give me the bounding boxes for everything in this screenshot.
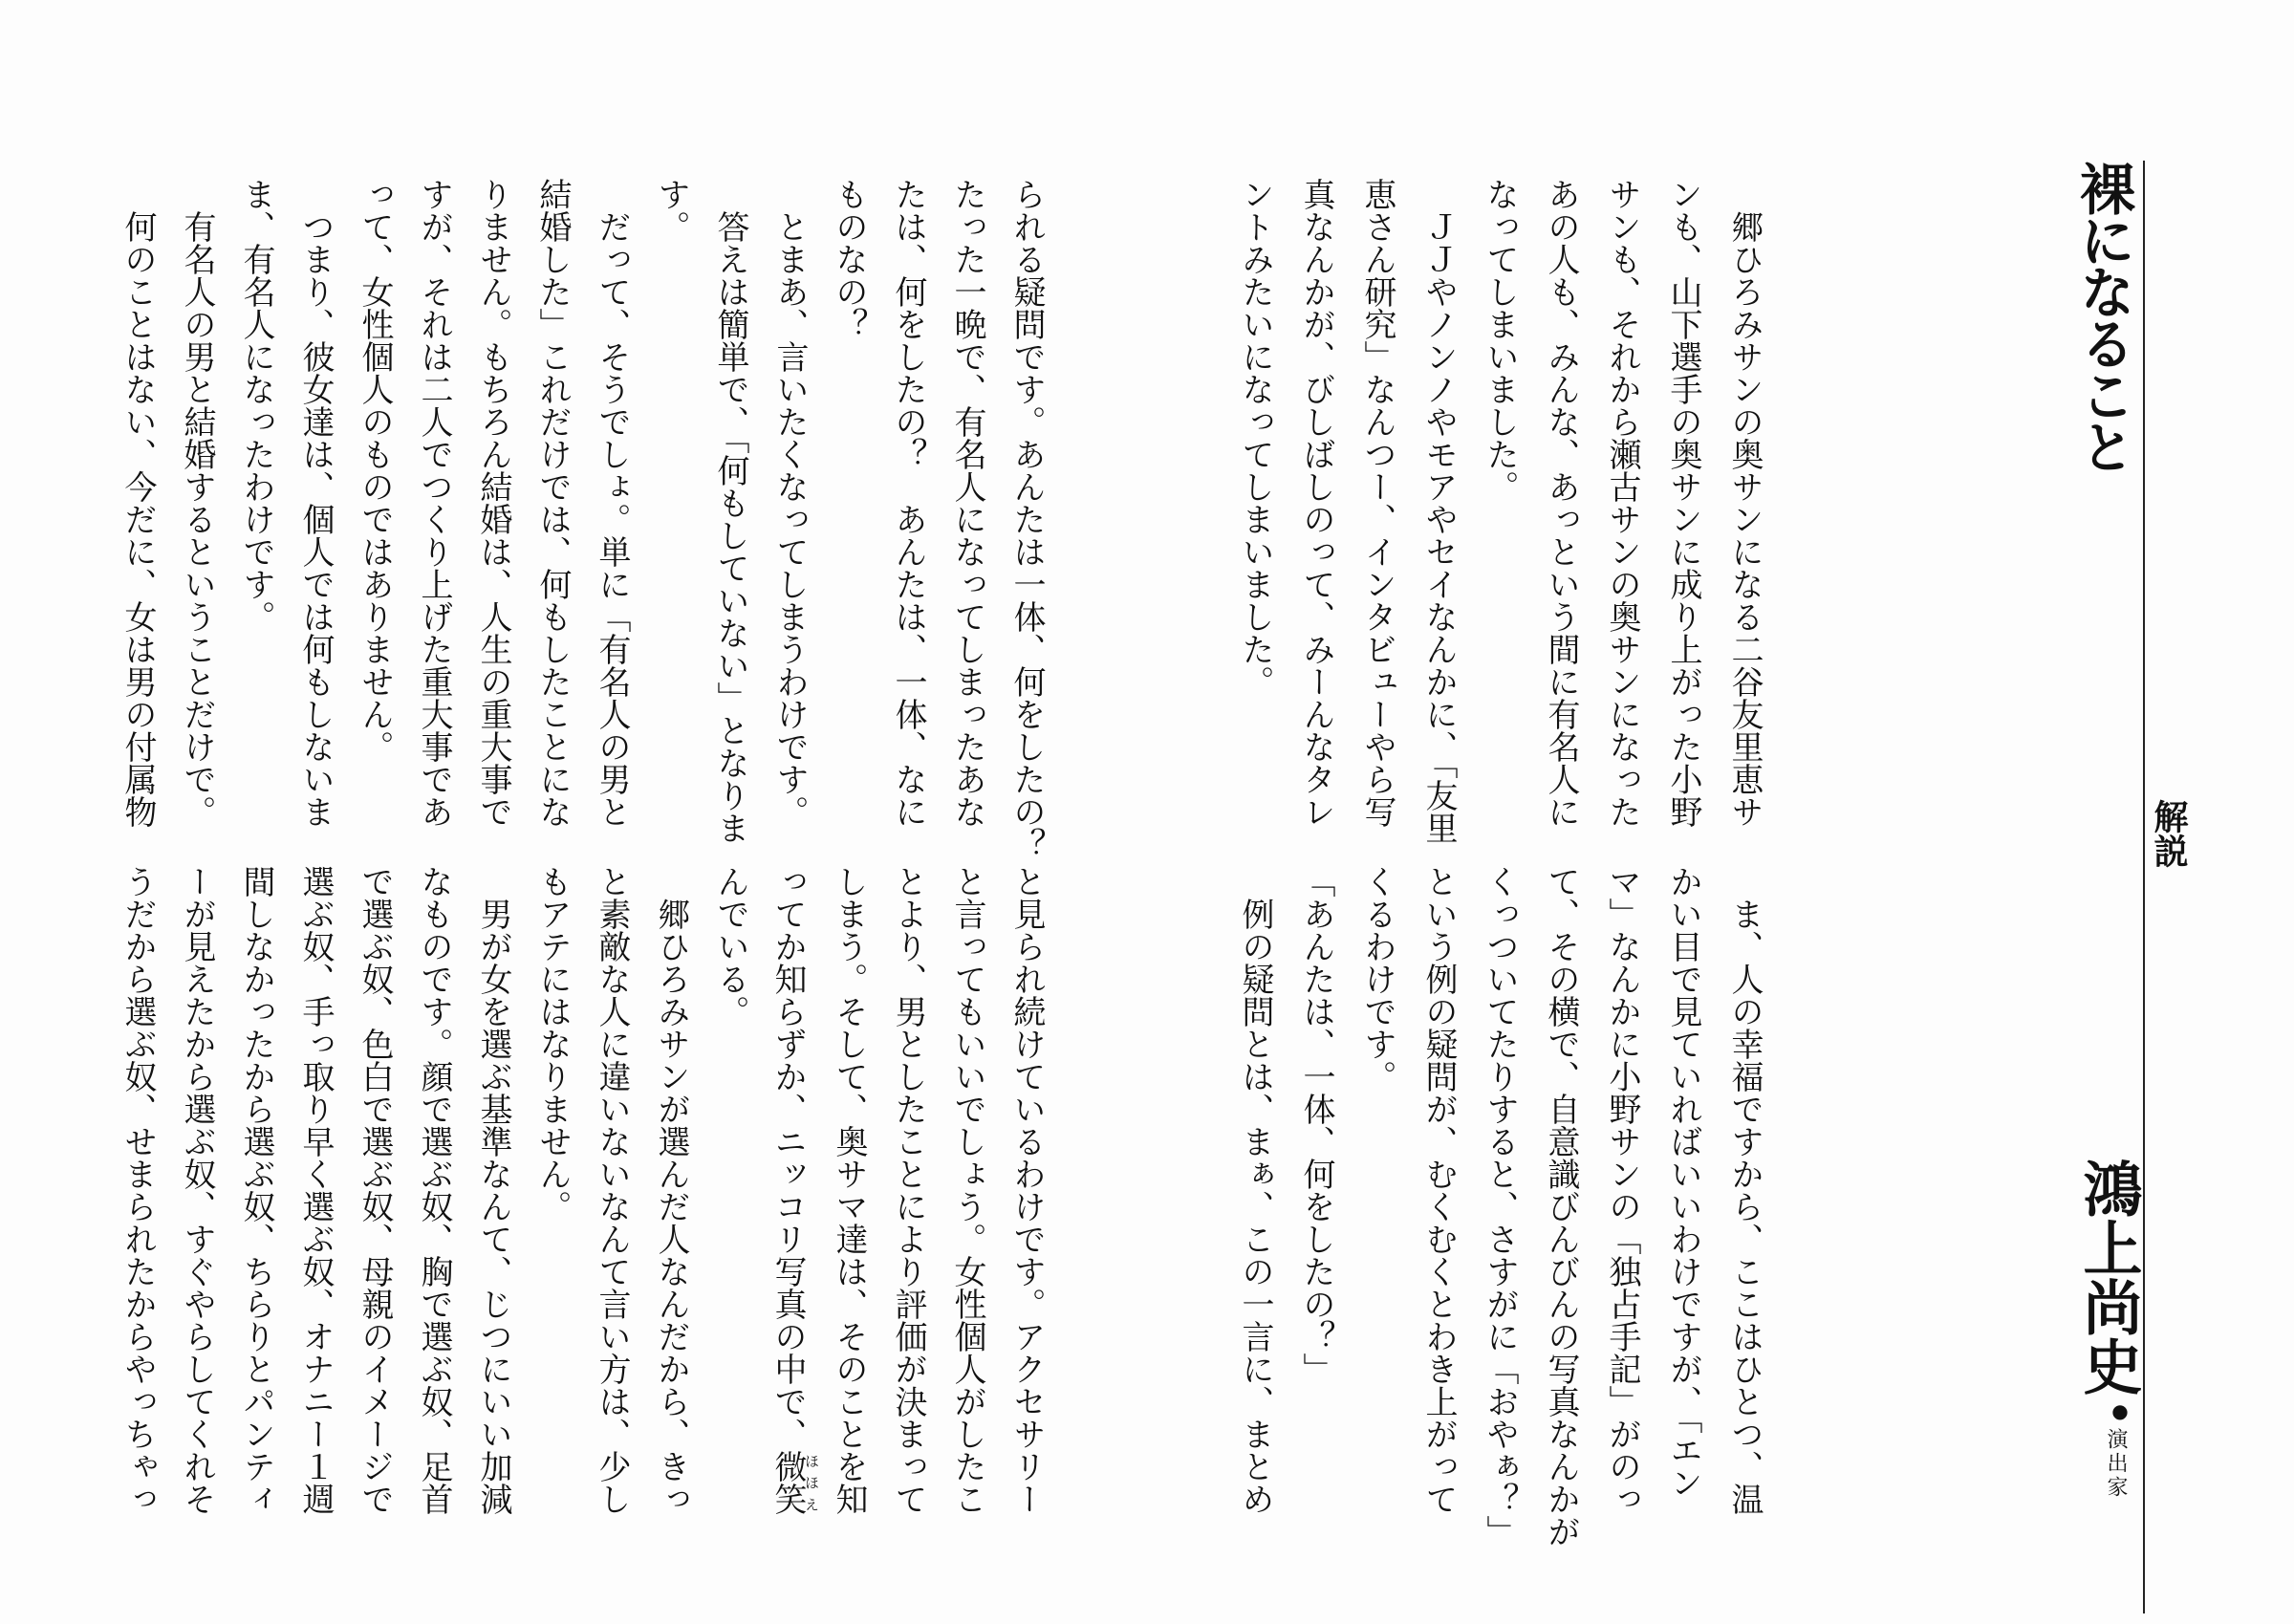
text-column: ンも、山下選手の奥サンに成り上がった小野 [1664,178,1702,828]
text-column: と言ってもいいでしょう。女性個人がしたこ [948,865,986,1515]
text-column: ーが見えたから選ぶ奴、すぐやらしてくれそ [178,865,216,1515]
text-column: 何のことはない、今だに、女は男の付属物 [119,178,157,828]
header-rule [2143,161,2145,1613]
text-column: す。 [652,178,690,243]
body-block-lower-right [1224,865,1775,1553]
text-column: くるわけです。 [1358,865,1396,1093]
text-column: 有名人の男と結婚するということだけで。 [178,178,216,828]
text-column: マ」なんかに小野サンの「独占手記」がのっ [1603,865,1641,1515]
text-column: という例の疑問が、むくむくとわき上がって [1419,865,1458,1515]
text-column: くっついてたりすると、さすがに「おやぁ？」 [1481,865,1519,1548]
text-column: 郷ひろみサンの奥サンになる二谷友里恵サ [1725,178,1764,828]
text-column: とより、男としたことにより評価が決まって [889,865,927,1515]
text-column: だって、そうでしょ。単に「有名人の男と [593,178,631,828]
text-column: て、その横で、自意識びんびんの写真なんかが [1542,865,1580,1548]
text-column: 真なんかが、びしばしのって、みーんなタレ [1297,178,1335,828]
text-column: サンも、それから瀬古サンの奥サンになった [1603,178,1641,828]
text-column: 男が女を選ぶ基準なんて、じつにいい加減 [474,865,512,1515]
ruby-base: 微笑 [768,1450,807,1515]
text-column: んでいる。 [711,865,749,1028]
text-column: ものなの？ [830,178,868,340]
body-block-upper-right [1224,178,1775,866]
body-block-upper-left [108,178,1056,866]
text-column: で選ぶ奴、色白で選ぶ奴、母親のイメージで [356,865,394,1515]
section-label: 解説 [2149,799,2189,868]
text-column: りません。もちろん結婚は、人生の重大事で [474,178,512,828]
text-column: 郷ひろみサンが選んだ人なんだから、きっ [652,865,690,1515]
text-column: なってしまいました。 [1481,178,1519,503]
text-column: ま、人の幸福ですから、ここはひとつ、温 [1725,865,1764,1515]
text-column: とまあ、言いたくなってしまうわけです。 [770,178,809,828]
text-column: と見られ続けているわけです。アクセサリー [1007,865,1046,1515]
text-column: かい目で見ていればいいわけですが、「エン [1664,865,1702,1499]
text-column: しまう。そして、奥サマ達は、そのことを知 [830,865,868,1515]
text-column: と素敵な人に違いないなんて言い方は、少し [593,865,631,1515]
text-column: つまり、彼女達は、個人では何もしないま [296,178,335,828]
body-block-lower-left [108,865,1056,1553]
column-text: ってか知らずか、ニッコリ写真の中で、 [768,865,807,1450]
text-column [760,865,819,1553]
text-column: って、女性個人のものではありません。 [356,178,394,763]
text-column: すが、それは二人でつくり上げた重大事であ [415,178,453,828]
author-name: 鴻上尚史 [2073,1158,2143,1396]
text-column: 例の疑問とは、まぁ、この一言に、まとめ [1236,865,1274,1515]
ruby-word [768,1450,820,1515]
text-column: 「あんたは、一体、何をしたの？」 [1297,865,1335,1385]
text-column: ントみたいになってしまいました。 [1236,178,1274,698]
text-column: なものです。顔で選ぶ奴、胸で選ぶ奴、足首 [415,865,453,1515]
text-column: 恵さん研究」なんつー、インタビューやら写 [1358,178,1396,828]
text-column: もアテにはなりません。 [533,865,572,1223]
text-column: ま、有名人になったわけです。 [237,178,275,633]
author-bullet: ● [2109,1399,2132,1422]
text-column: うだから選ぶ奴、せまられたからやっちゃっ [119,865,157,1515]
text-column: られる疑問です。あんたは一体、何をしたの？ [1007,178,1046,860]
text-column: 結婚した」これだけでは、何もしたことにな [533,178,572,828]
text-column: 選ぶ奴、手っ取り早く選ぶ奴、オナニー１週 [296,865,335,1515]
text-column: たは、何をしたの？ あんたは、一体、なに [889,178,927,828]
text-column: 間しなかったから選ぶ奴、ちらりとパンティ [237,865,275,1515]
text-column: 答えは簡単で、「何もしていない」となりま [711,178,749,844]
ruby-reading: ほほえ [803,1450,820,1515]
author-role: 演出家 [2104,1428,2128,1500]
article-title: 裸になること [2070,161,2135,470]
text-column: あの人も、みんな、あっという間に有名人に [1542,178,1580,828]
text-column: たった一晩で、有名人になってしまったあな [948,178,986,828]
text-column: ＪＪやノンノやモアやセイなんかに、「友里 [1419,178,1458,844]
